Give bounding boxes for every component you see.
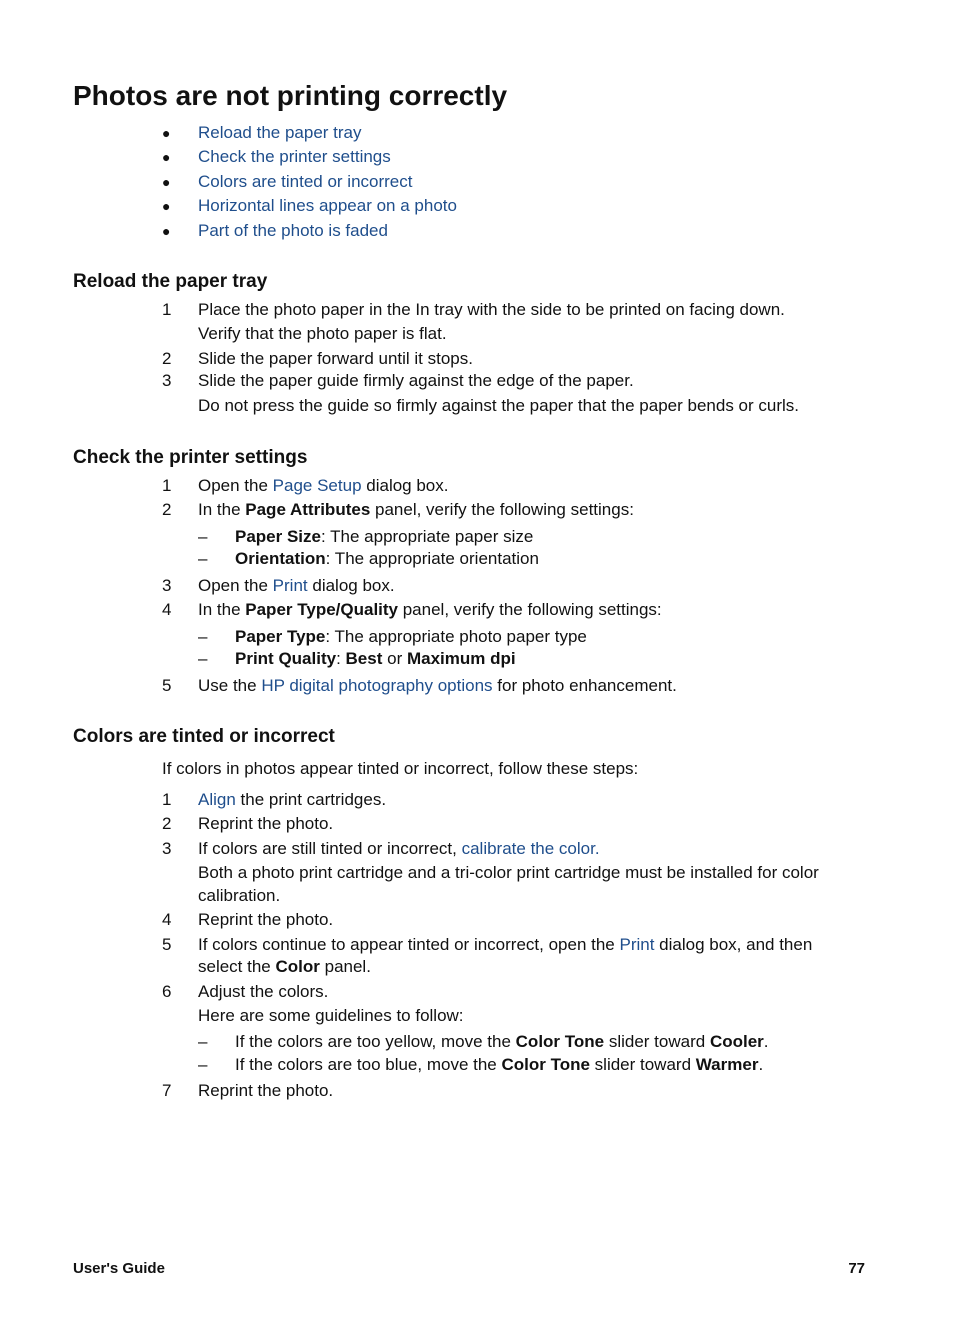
step-text: Slide the paper forward until it stops.	[198, 349, 473, 368]
dash-icon: –	[198, 1032, 208, 1051]
step-text: Adjust the colors.	[198, 982, 329, 1001]
hp-digital-photography-link[interactable]: HP digital photography options	[261, 676, 493, 695]
sub-item: Orientation: The appropriate orientation	[235, 549, 539, 568]
step-note: Verify that the photo paper is flat.	[198, 324, 447, 343]
step-text-continued: select the Color panel.	[198, 957, 371, 976]
step-number: 4	[162, 910, 172, 929]
step-number: 3	[162, 839, 172, 858]
dash-icon: –	[198, 1055, 208, 1074]
step-text: Open the Page Setup dialog box.	[198, 476, 449, 495]
step-number: 7	[162, 1081, 172, 1100]
sub-item: Print Quality: Best or Maximum dpi	[235, 649, 516, 668]
toc-link-colors[interactable]: Colors are tinted or incorrect	[198, 172, 413, 191]
step-text: If colors are still tinted or incorrect, calibrate the color.	[198, 839, 600, 858]
step-number: 1	[162, 476, 172, 495]
step-note: Here are some guidelines to follow:	[198, 1006, 464, 1025]
step-number: 2	[162, 814, 172, 833]
footer-guide-title: User's Guide	[73, 1260, 165, 1277]
page-number: 77	[848, 1260, 865, 1277]
step-text: Reprint the photo.	[198, 814, 334, 833]
sub-item: If the colors are too blue, move the Color Tone slider toward Warmer.	[235, 1055, 764, 1074]
step-text: Reprint the photo.	[198, 1081, 334, 1100]
toc-link-faded[interactable]: Part of the photo is faded	[198, 221, 388, 240]
page-setup-link[interactable]: Page Setup	[272, 476, 362, 495]
sub-item: Paper Type: The appropriate photo paper type	[235, 627, 587, 646]
step-number: 2	[162, 349, 172, 368]
bullet-icon: ●	[162, 125, 171, 141]
dash-icon: –	[198, 527, 208, 546]
step-text: Use the HP digital photography options for photo enhancement.	[198, 676, 677, 695]
toc-link-reload[interactable]: Reload the paper tray	[198, 123, 362, 142]
step-text: In the Paper Type/Quality panel, verify the following settings:	[198, 600, 662, 619]
section-heading-colors: Colors are tinted or incorrect	[73, 726, 335, 747]
page-title: Photos are not printing correctly	[73, 80, 508, 111]
section-heading-reload: Reload the paper tray	[73, 271, 268, 292]
bullet-icon: ●	[162, 174, 171, 190]
step-number: 6	[162, 982, 172, 1001]
step-number: 1	[162, 300, 172, 319]
dash-icon: –	[198, 549, 208, 568]
step-text: Open the Print dialog box.	[198, 576, 395, 595]
section-intro: If colors in photos appear tinted or incorrect, follow these steps:	[162, 759, 639, 778]
step-note: Do not press the guide so firmly against the paper that the paper bends or curls.	[198, 396, 800, 415]
dash-icon: –	[198, 649, 208, 668]
sub-item: If the colors are too yellow, move the Color Tone slider toward Cooler.	[235, 1032, 769, 1051]
step-number: 5	[162, 935, 172, 954]
step-number: 3	[162, 371, 172, 390]
calibrate-color-link[interactable]: calibrate the color	[461, 839, 595, 858]
step-note: Both a photo print cartridge and a tri-color print cartridge must be installed for color	[198, 863, 819, 882]
step-number: 5	[162, 676, 172, 695]
step-text: If colors continue to appear tinted or incorrect, open the Print dialog box, and then	[198, 935, 813, 954]
step-number: 4	[162, 600, 172, 619]
step-number: 2	[162, 500, 172, 519]
bullet-icon: ●	[162, 198, 171, 214]
step-number: 3	[162, 576, 172, 595]
bullet-icon: ●	[162, 223, 171, 239]
step-note: calibration.	[198, 886, 281, 905]
section-heading-check-settings: Check the printer settings	[73, 447, 308, 468]
print-link[interactable]: Print	[272, 576, 308, 595]
step-number: 1	[162, 790, 172, 809]
step-text: Place the photo paper in the In tray with the side to be printed on facing down.	[198, 300, 785, 319]
step-text: In the Page Attributes panel, verify the following settings:	[198, 500, 634, 519]
dash-icon: –	[198, 627, 208, 646]
align-link[interactable]: Align	[198, 790, 236, 809]
step-text: Align the print cartridges.	[198, 790, 387, 809]
bullet-icon: ●	[162, 149, 171, 165]
print-dialog-link[interactable]: Print	[619, 935, 655, 954]
toc-link-horizontal-lines[interactable]: Horizontal lines appear on a photo	[198, 196, 457, 215]
toc-link-check-settings[interactable]: Check the printer settings	[198, 147, 391, 166]
step-text: Reprint the photo.	[198, 910, 334, 929]
sub-item: Paper Size: The appropriate paper size	[235, 527, 534, 546]
step-text: Slide the paper guide firmly against the edge of the paper.	[198, 371, 634, 390]
